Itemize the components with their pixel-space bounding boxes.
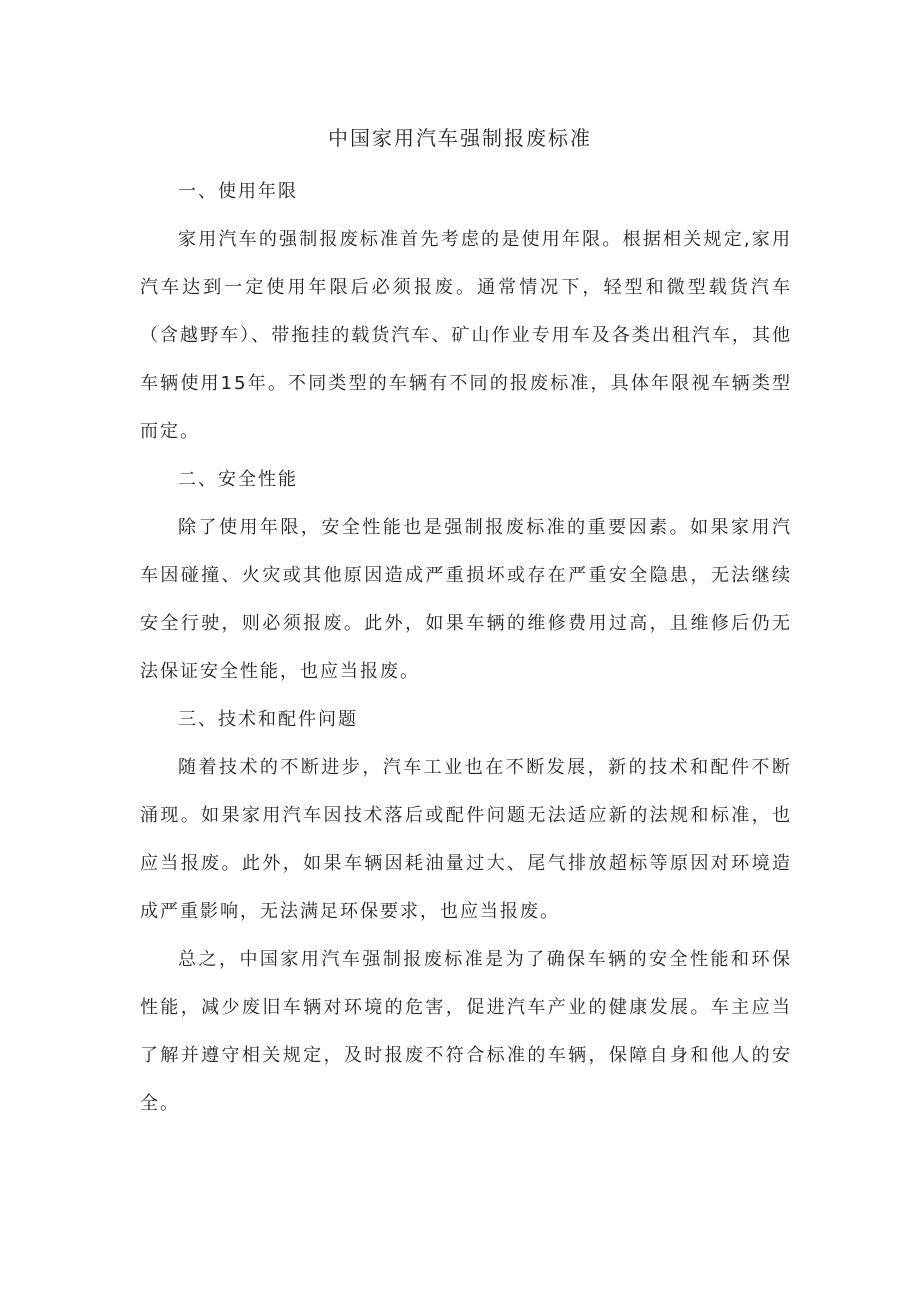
section-paragraph-safety-performance: 除了使用年限，安全性能也是强制报废标准的重要因素。如果家用汽车因碰撞、火灾或其他原因造成严重损坏或存在严重安全隐患，无法继续安全行驶，则必须报废。此外，如果车辆的维修费用过高，且维修后仍无法保证安全性能，也应当报废。 xyxy=(140,517,792,682)
document-title: 中国家用汽车强制报废标准 xyxy=(328,126,592,150)
section-heading-usage-years: 一、使用年限 xyxy=(178,181,298,202)
section-paragraph-usage-years: 家用汽车的强制报废标准首先考虑的是使用年限。根据相关规定,家用汽车达到一定使用年限后必须报废。通常情况下，轻型和微型载货汽车（含越野车）、带拖挂的载货汽车、矿山作业专用车及各类出租汽车，其他车辆使用15年。不同类型的车辆有不同的报废标准，具体年限视车辆类型而定。 xyxy=(140,229,792,442)
section-paragraph-technology-parts: 随着技术的不断进步，汽车工业也在不断发展，新的技术和配件不断涌现。如果家用汽车因技术落后或配件问题无法适应新的法规和标准，也应当报废。此外，如果车辆因耗油量过大、尾气排放超标等原因对环境造成严重影响，无法满足环保要求，也应当报废。 xyxy=(140,757,792,922)
document-body xyxy=(140,168,792,1128)
section-heading-technology-parts: 三、技术和配件问题 xyxy=(178,709,358,730)
section-heading-safety-performance: 二、安全性能 xyxy=(178,469,298,490)
conclusion-paragraph: 总之，中国家用汽车强制报废标准是为了确保车辆的安全性能和环保性能，减少废旧车辆对环境的危害，促进汽车产业的健康发展。车主应当了解并遵守相关规定，及时报废不符合标准的车辆，保障自身和他人的安全。 xyxy=(140,949,792,1114)
